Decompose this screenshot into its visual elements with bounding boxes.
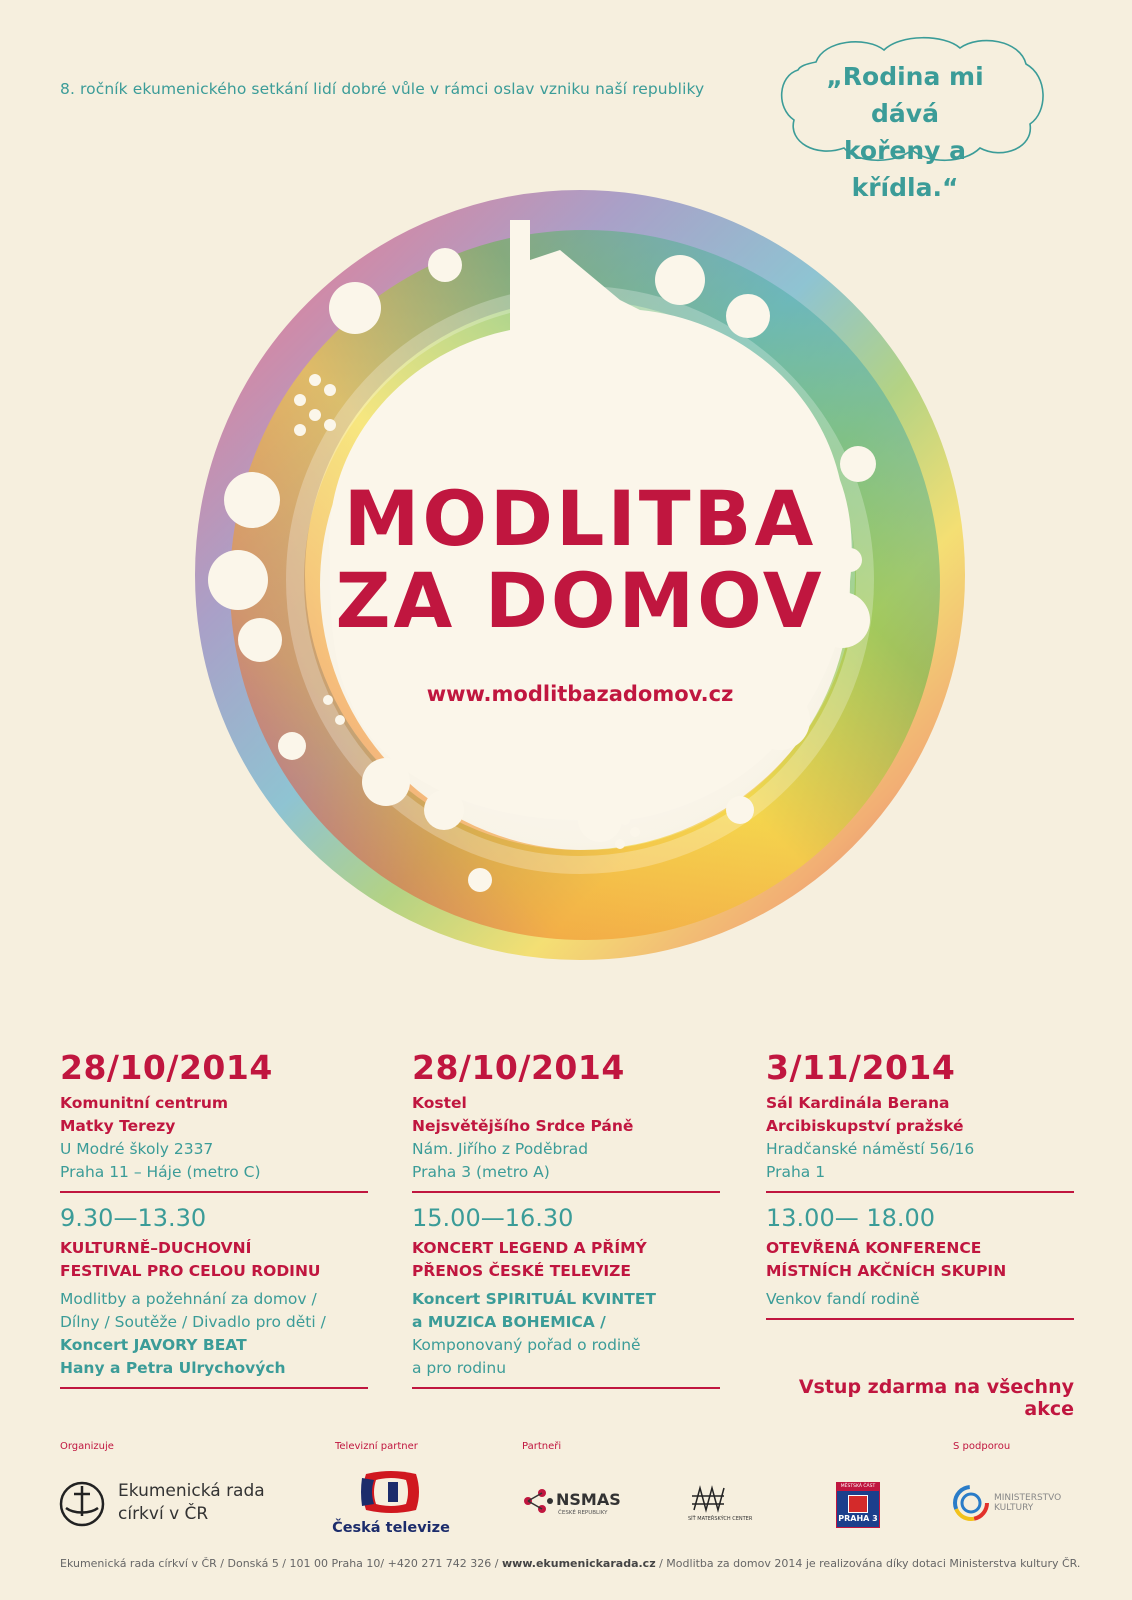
event-date: 28/10/2014 bbox=[412, 1048, 625, 1087]
program-desc-3: Komponovaný pořad o rodině bbox=[412, 1336, 641, 1354]
program-desc-3: Koncert JAVORY BEAT bbox=[60, 1336, 247, 1354]
program-title: OTEVŘENÁ KONFERENCE bbox=[766, 1239, 982, 1257]
venue-address: Nám. Jiřího z Poděbrad bbox=[412, 1140, 589, 1158]
divider bbox=[60, 1191, 368, 1193]
ecumenical-council-logo-icon[interactable] bbox=[58, 1480, 106, 1528]
event-date: 3/11/2014 bbox=[766, 1048, 956, 1087]
main-title bbox=[300, 474, 860, 645]
ministry-line-1: MINISTERSTVO bbox=[994, 1493, 1062, 1503]
program-desc: Modlitby a požehnání za domov / bbox=[60, 1290, 317, 1308]
free-entry-notice: Vstup zdarma na všechny akce bbox=[798, 1376, 1074, 1420]
program-title-2: MÍSTNÍCH AKČNÍCH SKUPIN bbox=[766, 1262, 1007, 1280]
event-time: 9.30—13.30 bbox=[60, 1204, 207, 1232]
footer-text bbox=[60, 1557, 1080, 1570]
event-column-1 bbox=[60, 1048, 368, 1389]
ministry-culture-logo-icon[interactable] bbox=[952, 1484, 990, 1522]
event-column-3 bbox=[766, 1048, 1074, 1320]
venue-address: Hradčanské náměstí 56/16 bbox=[766, 1140, 975, 1158]
event-date: 28/10/2014 bbox=[60, 1048, 273, 1087]
ecumenical-council-name bbox=[118, 1480, 265, 1526]
divider bbox=[412, 1191, 720, 1193]
venue-name: Komunitní centrum bbox=[60, 1094, 229, 1112]
czech-tv-name: Česká televize bbox=[332, 1520, 450, 1536]
footer-text-2: / Modlitba za domov 2014 je realizována díky dotaci Ministerstva kultury ČR. bbox=[655, 1557, 1081, 1570]
venue-name-2: Arcibiskupství pražské bbox=[766, 1117, 964, 1135]
event-column-2 bbox=[412, 1048, 720, 1389]
czech-tv-logo-icon[interactable] bbox=[358, 1470, 424, 1514]
program-title: KULTURNĚ–DUCHOVNÍ bbox=[60, 1239, 252, 1257]
praha3-crest-icon bbox=[848, 1495, 868, 1513]
divider bbox=[60, 1387, 368, 1389]
event-subtitle: 8. ročník ekumenického setkání lidí dobré vůle v rámci oslav vzniku naší republiky bbox=[60, 80, 705, 98]
smc-name: SÍŤ MATEŘSKÝCH CENTER bbox=[688, 1516, 753, 1522]
program-desc-2: a MUZICA BOHEMICA / bbox=[412, 1313, 606, 1331]
program-desc-4: Hany a Petra Ulrychových bbox=[60, 1359, 286, 1377]
nsmas-name: NSMAS bbox=[556, 1490, 621, 1509]
event-time: 15.00—16.30 bbox=[412, 1204, 574, 1232]
venue-address: U Modré školy 2337 bbox=[60, 1140, 214, 1158]
divider bbox=[412, 1387, 720, 1389]
program-title-2: PŘENOS ČESKÉ TELEVIZE bbox=[412, 1262, 631, 1280]
label-tv-partner: Televizní partner bbox=[335, 1441, 418, 1452]
venue-name-2: Nejsvětějšího Srdce Páně bbox=[412, 1117, 634, 1135]
quote-line-2: kořeny a křídla.“ bbox=[843, 136, 967, 202]
praha3-top-text: MĚSTSKÁ ČÁST bbox=[837, 1483, 879, 1491]
venue-city: Praha 11 – Háje (metro C) bbox=[60, 1163, 261, 1181]
ministry-culture-name bbox=[994, 1493, 1061, 1513]
venue-name: Sál Kardinála Berana bbox=[766, 1094, 950, 1112]
program-desc-2: Dílny / Soutěže / Divadlo pro děti / bbox=[60, 1313, 326, 1331]
label-organizer: Organizuje bbox=[60, 1441, 114, 1452]
praha3-logo[interactable] bbox=[836, 1482, 880, 1528]
program-title: KONCERT LEGEND A PŘÍMÝ bbox=[412, 1239, 647, 1257]
program-desc: Venkov fandí rodině bbox=[766, 1290, 920, 1308]
footer-link[interactable]: www.ekumenickarada.cz bbox=[502, 1557, 656, 1570]
ministry-line-2: KULTURY bbox=[994, 1503, 1034, 1513]
website-link[interactable]: www.modlitbazadomov.cz bbox=[426, 682, 734, 706]
program-desc-4: a pro rodinu bbox=[412, 1359, 507, 1377]
title-line-2: ZA DOMOV bbox=[335, 556, 825, 645]
nsmas-subtitle: ČESKÉ REPUBLIKY bbox=[558, 1510, 608, 1516]
footer-text-1: Ekumenická rada církví v ČR / Donská 5 / 101 00 Praha 10/ +420 271 742 326 / bbox=[60, 1557, 502, 1570]
ecumenical-line-2: církví v ČR bbox=[118, 1504, 209, 1524]
venue-name-2: Matky Terezy bbox=[60, 1117, 176, 1135]
program-title-2: FESTIVAL PRO CELOU RODINU bbox=[60, 1262, 321, 1280]
praha3-name: PRAHA 3 bbox=[838, 1514, 878, 1523]
label-support: S podporou bbox=[953, 1441, 1011, 1452]
venue-name: Kostel bbox=[412, 1094, 467, 1112]
divider bbox=[766, 1318, 1074, 1320]
program-desc: Koncert SPIRITUÁL KVINTET bbox=[412, 1290, 656, 1308]
title-line-1: MODLITBA bbox=[343, 474, 817, 563]
event-time: 13.00— 18.00 bbox=[766, 1204, 936, 1232]
label-partners: Partneři bbox=[522, 1441, 562, 1452]
venue-city: Praha 3 (metro A) bbox=[412, 1163, 550, 1181]
nsmas-logo-icon[interactable] bbox=[520, 1487, 554, 1515]
quote-line-1: „Rodina mi dává bbox=[826, 62, 984, 128]
smc-logo-icon[interactable] bbox=[690, 1484, 726, 1514]
divider bbox=[766, 1191, 1074, 1193]
ecumenical-line-1: Ekumenická rada bbox=[118, 1481, 265, 1501]
venue-city: Praha 1 bbox=[766, 1163, 826, 1181]
